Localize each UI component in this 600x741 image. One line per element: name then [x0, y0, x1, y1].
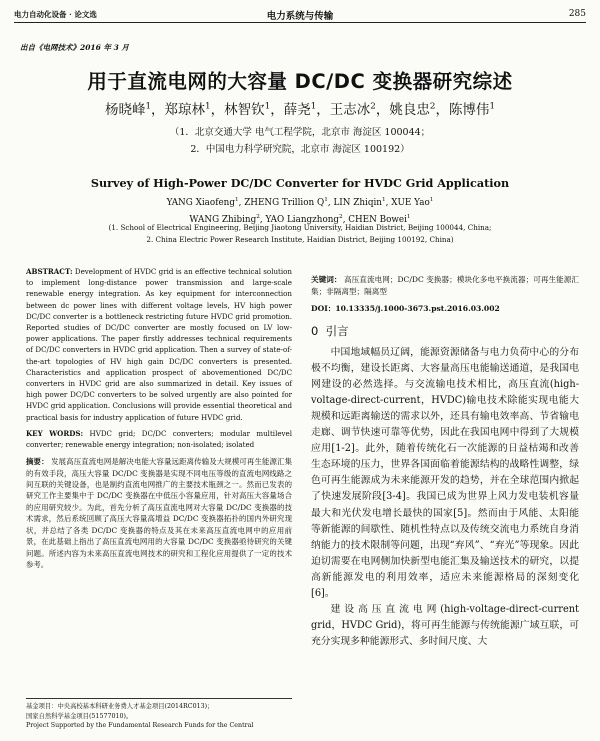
intro-paragraph: 建设高压直流电网(high-voltage-direct-current grid，HVDC Grid)，将可再生能源与传统能源广域互联，可充分实现多种能源形式、多时间尺度、大 [311, 604, 579, 648]
author-affiliation-mark: 2 [429, 101, 436, 112]
author-affiliation-mark: 1 [324, 197, 328, 203]
abstract-en-text: Development of HVDC grid is an effective technical solution to implement long-distance power transmission and large-scale renewable energy integration. As key equipment for interconnection between dc power lines with different voltage levels, HV high power DC/DC converter is a bottleneck restricting future HVDC grid promotion. Reported studies of DC/DC converter are mostly focused on LV low-power applications. The paper firstly addresses technical requirements of DC/DC converters in HVDC grid application. Then a survey of state-of-the-art topologies of HV high gain DC/DC converters is presented. Characteristics and application prospect of abovementioned DC/DC converters in HVDC grid are also summarized in detail. Key issues of high power DC/DC converters to be solved urgently are also pointed for HVDC grid application. Conclusions will provide essential theoretical and practical basis for industry application of future HVDC grid. [26, 267, 292, 422]
authors-en-line: YANG Xiaofeng$^1$, ZHENG Trillion $Q^1$, LIN Zhiqin$^1$, XUE Yao$^1$ [166, 197, 434, 208]
abstract-cn-label: 摘要： [26, 457, 49, 467]
section-heading [311, 323, 579, 339]
affiliations-cn [0, 124, 600, 158]
affiliations-en [0, 222, 600, 246]
page-number: 285 [568, 9, 586, 19]
author-name: YAO Liangzhong [265, 214, 340, 225]
author-affiliation-mark: 1 [145, 101, 152, 112]
author-name: 郑琼林 [164, 102, 206, 118]
intro-paragraph: 中国地域幅员辽阔，能源资源储备与电力负荷中心的分布极不均衡，建设长距离、大容量高压电能输送通道，是我国电网建设的必然选择。与交流输电技术相比，高压直流(high-voltage-direct-current，HVDC)输电技术除能实现电能大规模和远距离输送的需求以外，还具有输电效率高、节省输电走廊、调节快速可靠等优势，因此在我国电网中得到了大规模应用[1-2]。此外，随着传统化石一次能源的日益枯竭和改善生态环境的压力，世界各国面临着能源结构的战略性调整，绿色可再生能源成为未来能源开发的趋势，并在全球范围内掀起了快速发展阶段[3-4]。我国已成为世界上风力发电装机容量最大和光伏发电增长最快的国家[5]。然而由于风能、太阳能等新能源的间歇性、随机性特点以及传统交流电力系统自身消纳能力的技术限制等问题，出现“弃风”、“弃光”等现象。因此迫切需要在电网侧加快新型电能汇集及输送技术的研究，以提高新能源发电的利用效率，适应未来能源格局的深刻变化[6]。 [311, 346, 579, 599]
author-affiliation-mark: 1 [264, 101, 271, 112]
author-name: 陈博伟 [448, 102, 490, 118]
left-column [26, 266, 292, 570]
abstract-cn-text: 发展高压直流电网是解决电能大容量远距离传输及大规模可再生能源汇集的有效手段，高压大容量 DC/DC 变换器是实现不同电压等级的直流电网线路之间互联的关键设备，也是制约直流电网推广的主要技术瓶颈之一。然而已发表的研究工作主要集中于 DC/DC 变换器在中低压小容量应用，针对高压大容量场合的应用研究较少。为此，首先分析了高压直流电网对大容量 DC/DC 变换器的技术需求，然后系统回顾了高压大容量高增益 DC/DC 变换器拓扑的国内外研究现状，并总结了各类 DC/DC 变换器的特点及其在未来高压直流电网中的应用前景，在此基础上指出了高压直流电网用的大容量 DC/DC 变换器亟待研究的关键问题。所述内容为未来高压直流电网技术的研究和工程化应用提供了一定的技术参考。 [26, 457, 292, 569]
keywords-en-text: HVDC grid; DC/DC converters; modular multilevel converter; renewable energy integration; non-isolated; isolated [26, 428, 293, 450]
author-name: 杨晓峰 [104, 102, 146, 118]
keywords-en-label: KEY WORDS: [26, 428, 84, 438]
footnote-line: 国家自然科学基金项目(51577010)。 [26, 712, 133, 720]
author-affiliation-mark: 2 [256, 213, 260, 220]
author-affiliation-mark: 1 [381, 197, 386, 203]
author-affiliation-mark: 2 [370, 101, 376, 112]
author-affiliation-mark: 2 [339, 213, 343, 220]
author-name: XUE Yao [391, 197, 430, 208]
authors-en-line: WANG Zhibing$^2$, YAO Liangzhong$^2$, CHEN Bowei$^1$ [189, 213, 411, 225]
introduction [311, 345, 579, 651]
abstract-en [26, 266, 292, 423]
author-name: CHEN Bowei [348, 214, 407, 225]
funding-footnote [26, 698, 292, 731]
keywords-cn-text: 高压直流电网；DC/DC 变换器；模块化多电平换流器；可再生能源汇集；非隔离型；隔离型 [311, 275, 579, 296]
section-title: 引言 [325, 323, 349, 338]
authors-cn: 杨晓峰$^1$，郑琼林$^1$，林智钦$^1$，薛尧$^1$，王志冰$^2$，姚良忠$^2$，陈博伟$^1$ [104, 101, 496, 118]
keywords-cn-label: 关键词： [311, 275, 342, 284]
title-en: Survey of High-Power DC/DC Converter for HVDC Grid Application [90, 176, 510, 190]
author-affiliation-mark: 1 [205, 101, 211, 112]
publication-note: 出自《电网技术》2016 年 3 月 [20, 43, 129, 52]
right-column [311, 266, 579, 650]
keywords-en [26, 428, 292, 450]
author-name: YANG Xiaofeng [166, 197, 235, 208]
author-name: LIN Zhiqin [333, 197, 382, 208]
affiliation-cn-line: 2．中国电力科学研究院，北京市 海淀区 100192） [190, 144, 410, 155]
author-name: 薛尧 [283, 102, 311, 118]
footnote-line: 基金项目：中央高校基本科研业务费人才基金项目(2014RC013)； [26, 703, 214, 710]
footnote-line: Project Supported by the Fundamental Research Funds for the Central [26, 722, 254, 729]
affiliation-en-line: 2. China Electric Power Research Institute, Haidian District, Beijing 100192, China) [146, 235, 454, 244]
author-name: WANG Zhibing [189, 214, 257, 225]
author-name: 王志冰 [329, 102, 371, 118]
keywords-cn [311, 274, 579, 298]
author-affiliation-mark: 1 [429, 197, 434, 203]
author-affiliation-mark: 1 [406, 213, 411, 220]
author-affiliation-mark: 1 [234, 197, 239, 203]
running-header [14, 8, 586, 23]
author-name: 林智钦 [224, 102, 265, 118]
journal-name: 电力自动化设备 · 论文选 [14, 10, 97, 19]
doi: DOI：10.13335/j.1000-3673.pst.2016.03.002 [311, 303, 500, 313]
abstract-en-label: ABSTRACT: [26, 267, 73, 276]
title-cn: 用于直流电网的大容量 DC/DC 变换器研究综述 [87, 70, 513, 93]
section-number: 0 [311, 323, 319, 338]
affiliation-cn-line: （1．北京交通大学 电气工程学院，北京市 海淀区 100044； [169, 127, 431, 138]
affiliation-en-line: (1. School of Electrical Engineering, Beijing Jiaotong University, Haidian District, Beijing 100044, China; [108, 223, 492, 232]
abstract-cn [26, 456, 292, 570]
author-name: ZHENG Trillion Q [244, 197, 325, 208]
author-name: 姚良忠 [389, 102, 430, 118]
author-affiliation-mark: 1 [310, 101, 317, 112]
section-name: 电力系统与传输 [266, 11, 334, 22]
author-affiliation-mark: 1 [489, 101, 496, 112]
